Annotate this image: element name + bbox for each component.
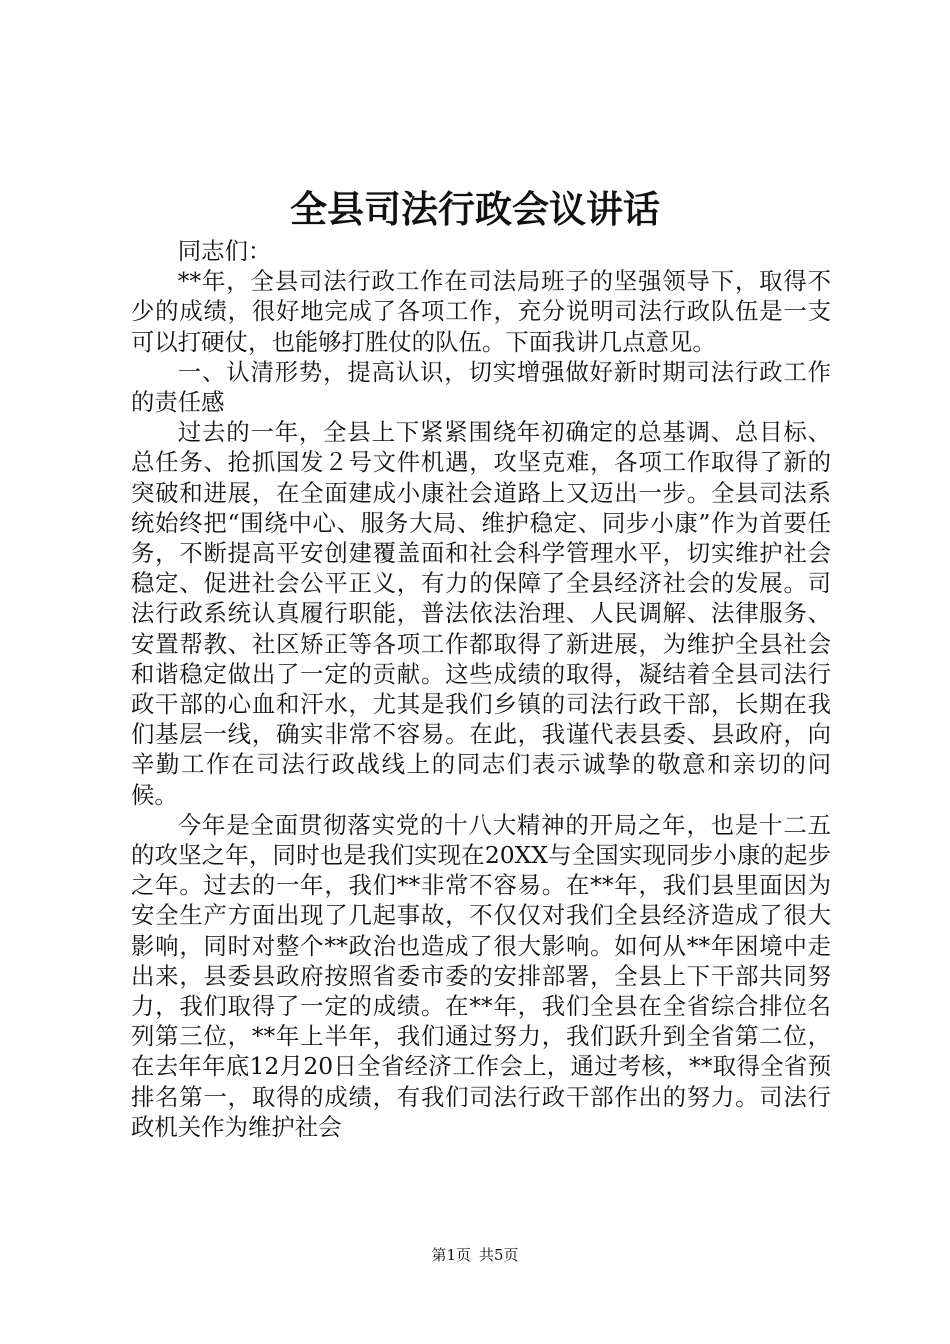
- salutation-paragraph: 同志们：: [177, 237, 272, 265]
- page-number: 第1页: [431, 1246, 471, 1264]
- page-total: 共5页: [479, 1246, 519, 1264]
- document-title: 全县司法行政会议讲话: [290, 187, 660, 231]
- page-footer: [0, 1245, 950, 1265]
- body-paragraph: **年，全县司法行政工作在司法局班子的坚强领导下，取得不少的成绩，很好地完成了各项工作，充分说明司法行政队伍是一支可以打硬仗，也能够打胜仗的队伍。下面我讲几点意见。: [131, 267, 831, 356]
- document-body: [131, 236, 831, 1142]
- section-heading: 一、认清形势，提高认识，切实增强做好新时期司法行政工作的责任感: [131, 357, 831, 417]
- body-paragraph: 过去的一年，全县上下紧紧围绕年初确定的总基调、总目标、总任务、抢抓国发２号文件机遇，攻坚克难，各项工作取得了新的突破和进展，在全面建成小康社会道路上又迈出一步。全县司法系统始终把“围绕中心、服务大局、维护稳定、同步小康”作为首要任务，不断提高平安创建覆盖面和社会科学管理水平，切实维护社会稳定、促进社会公平正义，有力的保障了全县经济社会的发展。司法行政系统认真履行职能，普法依法治理、人民调解、法律服务、安置帮教、社区矫正等各项工作都取得了新进展，为维护全县社会和谐稳定做出了一定的贡献。这些成绩的取得，凝结着全县司法行政干部的心血和汗水，尤其是我们乡镇的司法行政干部，长期在我们基层一线，确实非常不容易。在此，我谨代表县委、县政府，向辛勤工作在司法行政战线上的同志们表示诚挚的敬意和亲切的问候。: [131, 418, 831, 809]
- body-paragraph: 今年是全面贯彻落实党的十八大精神的开局之年，也是十二五的攻坚之年，同时也是我们实现在20XX与全国实现同步小康的起步之年。过去的一年，我们**非常不容易。在**年，我们县里面因为安全生产方面出现了几起事故，不仅仅对我们全县经济造成了很大影响，同时对整个**政治也造成了很大影响。如何从**年困境中走出来，县委县政府按照省委市委的安排部署，全县上下干部共同努力，我们取得了一定的成绩。在**年，我们全县在全省综合排位名列第三位，**年上半年，我们通过努力，我们跃升到全省第二位，在去年年底12月20日全省经济工作会上，通过考核，**取得全省预排名第一，取得的成绩，有我们司法行政干部作出的努力。司法行政机关作为维护社会: [131, 810, 831, 1141]
